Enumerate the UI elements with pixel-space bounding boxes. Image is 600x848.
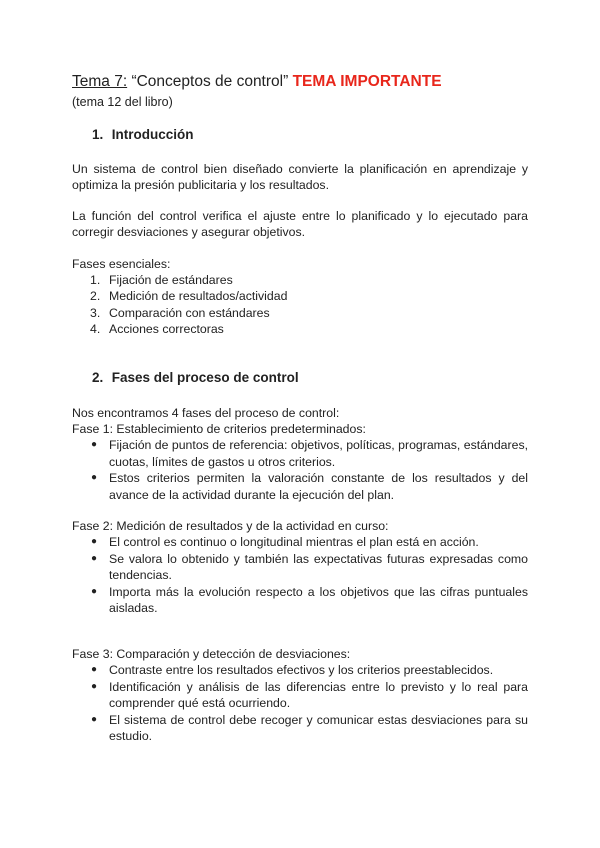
list-item: 1. Fijación de estándares (90, 273, 233, 287)
list-item: ● Importa más la evolución respecto a los objetivos que las cifras puntuales aisladas. (91, 584, 528, 615)
list-item: ● Estos criterios permiten la valoración constante de los resultados y del avance de la actividad durante la ejecución del plan. (91, 471, 528, 502)
fase-2-label: Fase 2: Medición de resultados y de la actividad en curso: (72, 519, 389, 533)
phases-list (72, 272, 287, 337)
important-label: TEMA IMPORTANTE (292, 73, 442, 90)
intro-paragraph-2: La función del control verifica el ajuste entre lo planificado y lo ejecutado para corregir desviaciones y asegurar objetivos. (72, 209, 528, 240)
bullet-icon: ● (91, 552, 98, 564)
fase-3-bullets (72, 662, 528, 745)
page-subtitle: (tema 12 del libro) (72, 95, 173, 109)
fase-1-bullets (72, 437, 528, 503)
section-2-title: Fases del proceso de control (111, 370, 299, 385)
bullet-icon: ● (91, 439, 98, 450)
bullet-icon: ● (91, 680, 98, 692)
list-item: ● El sistema de control debe recoger y comunicar estas desviaciones para su estudio. (91, 712, 528, 743)
bullet-icon: ● (91, 585, 98, 597)
list-item: ● Se valora lo obtenido y también las expectativas futuras expresadas como tendencias. (91, 551, 528, 582)
list-item: ● Contraste entre los resultados efectivos y los criterios preestablecidos. (91, 663, 494, 677)
section-2-intro: Nos encontramos 4 fases del proceso de control: (72, 406, 340, 420)
list-item: 2. Medición de resultados/actividad (90, 289, 288, 304)
list-item: ● El control es continuo o longitudinal mientras el plan está en acción. (91, 535, 479, 549)
title-prefix: Tema 7: (72, 73, 128, 90)
list-item: 4. Acciones correctoras (90, 321, 224, 336)
fase-1-label: Fase 1: Establecimiento de criterios predeterminados: (72, 422, 366, 436)
page-title (72, 72, 442, 91)
bullet-icon: ● (91, 713, 98, 725)
list-item: ● Fijación de puntos de referencia: objetivos, políticas, programas, estándares, cuotas, límites de gastos u otros criterios. (91, 438, 529, 469)
section-1-heading (92, 126, 194, 143)
section-2-heading (92, 369, 299, 386)
phases-label: Fases esenciales: (72, 257, 171, 271)
fase-3-label: Fase 3: Comparación y detección de desviaciones: (72, 647, 351, 661)
section-1-number: 1. (92, 127, 104, 142)
fase-2-bullets (72, 534, 528, 617)
bullet-icon: ● (91, 472, 98, 483)
list-item: ● Identificación y análisis de las diferencias entre lo previsto y lo real para comprender qué está ocurriendo. (91, 679, 528, 710)
list-item: 3. Comparación con estándares (90, 305, 270, 320)
intro-paragraph-1: Un sistema de control bien diseñado convierte la planificación en aprendizaje y optimiza la presión publicitaria y los resultados. (72, 162, 528, 193)
section-1-title: Introducción (111, 127, 194, 142)
bullet-icon: ● (91, 536, 98, 547)
title-name: “Conceptos de control” (131, 73, 289, 90)
section-2-number: 2. (92, 370, 104, 385)
bullet-icon: ● (91, 664, 98, 675)
